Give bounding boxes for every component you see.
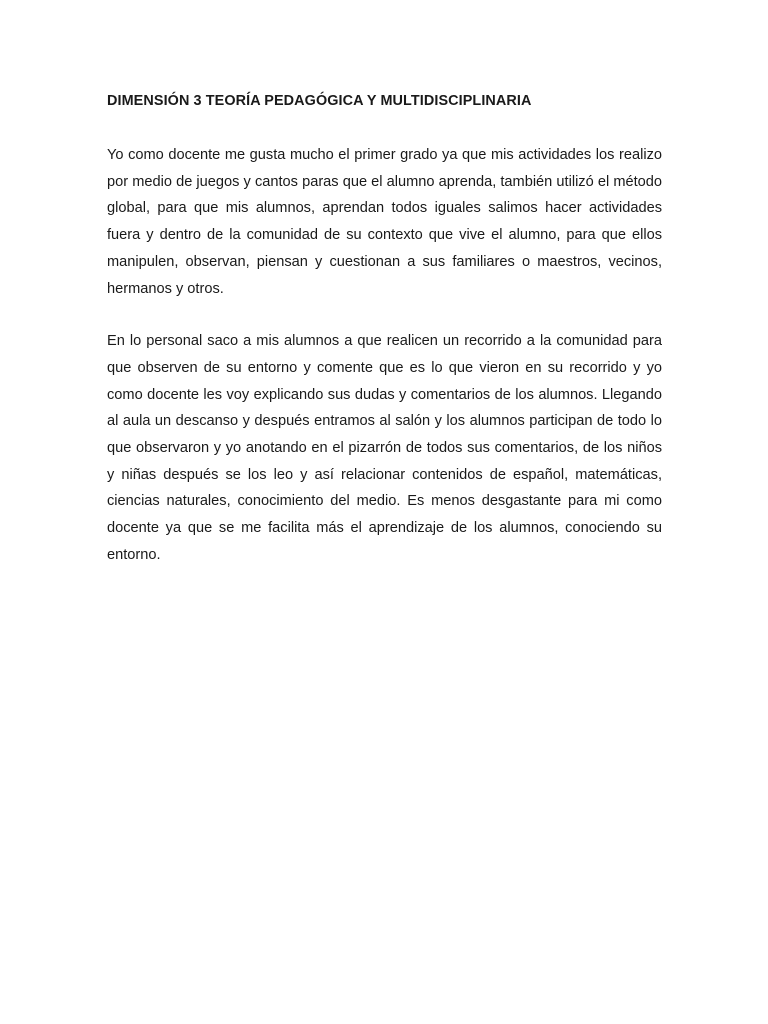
document-title: DIMENSIÓN 3 TEORÍA PEDAGÓGICA Y MULTIDISCIPLINARIA bbox=[107, 93, 532, 109]
paragraph-2: En lo personal saco a mis alumnos a que realicen un recorrido a la comunidad para que observen de su entorno y comente que es lo que vieron en su recorrido y yo como docente les voy explicando sus dudas y comentarios de los alumnos. Llegando al aula un descanso y después entramos al salón y los alumnos participan de todo lo que observaron y yo anotando en el pizarrón de todos sus comentarios, de los niños y niñas después se los leo y así relacionar contenidos de español, matemáticas, ciencias naturales, conocimiento del medio. Es menos desgastante para mi como docente ya que se me facilita más el aprendizaje de los alumnos, conociendo su entorno. bbox=[107, 333, 662, 563]
paragraph-1: Yo como docente me gusta mucho el primer grado ya que mis actividades los realizo por medio de juegos y cantos paras que el alumno aprenda, también utilizó el método global, para que mis alumnos, aprendan todos iguales salimos hacer actividades fuera y dentro de la comunidad de su contexto que vive el alumno, para que ellos manipulen, observan, piensan y cuestionan a sus familiares o maestros, vecinos, hermanos y otros. bbox=[107, 147, 662, 297]
